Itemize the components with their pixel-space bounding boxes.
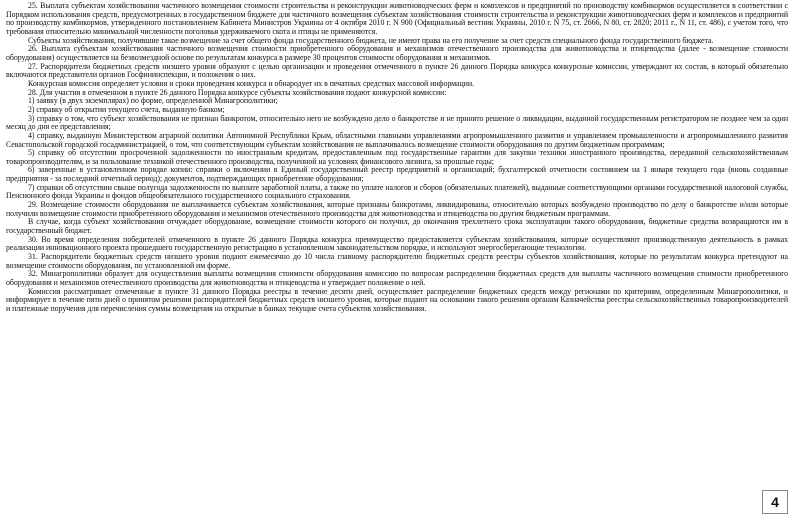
paragraph-32: 32. Минагрополитики образует для осуществления выплаты возмещения стоимости оборудования комиссию по вопросам распределения бюджетных средств для выплаты частичного возмещения стоимости приобретенного оборудования и механизмов отечественного производства для животноводства и птицеводства и утверждает положение о ней. xyxy=(6,269,788,287)
paragraph-31: 31. Распорядители бюджетных средств низшего уровня подают ежемесячно до 10 числа главному распорядителю бюджетных средств реестры субъектов хозяйствования, которые по результатам конкурса претендуют на возмещение стоимости оборудования, по установленной им форме. xyxy=(6,252,788,270)
list-item-5: 5) справку об отсутствии просроченной задолженности по иностранным кредитам, предоставленным под государственные гарантии для закупки техники иностранного производства, переданной сельскохозяйственным товаропроизводителям, и за пользование техникой отечественного производства, полученной на условиях финансового лизинга, за прошлые годы; xyxy=(6,148,788,166)
list-item-1: 1) заявку (в двух экземплярах) по форме, определенной Минагрополитики; xyxy=(28,96,278,106)
list-item-6: 6) заверенные в установленном порядке копии: справки о включении в Единый государственный реестр предприятий и организаций; бухгалтерской отчетности состоянием на 1 января текущего года (вновь созданные предприятия - за последний отчетный период); документов, подтверждающих приобретение оборудования; xyxy=(6,165,788,184)
paragraph-26: 26. Выплата субъектам хозяйствования частичного возмещения стоимости приобретенного оборудования и механизмов отечественного производства для животноводства и птицеводства (далее - возмещение стоимости оборудования) осуществляется на безвозмездной основе по результатам конкурса в размере 30 процентов стоимости оборудования и механизмов. xyxy=(6,44,788,62)
paragraph-25: 25. Выплата субъектам хозяйствования частичного возмещения стоимости строительства и реконструкции животноводческих ферм и комплексов и предприятий по производству комбикормов осуществляется в соответствии с Порядком использования средств, предусмотренных в государственном бюджете для частичного возмещения субъектам хозяйствования стоимости строительства и реконструкции животноводческих ферм и комплексов и предприятий по производству комбикормов, утвержденного постановлением Кабинета Министров Украины от 4 октября 2010 г. N 900 (Официальный вестник Украины, 2010 г. N 75, ст. 2666, N 80, ст. 2820; 2011 г., N 11, ст. 486), с учетом того, что требования относительно минимальной численности поголовья удерживаемого скота и птицы не применяются. xyxy=(6,1,788,36)
paragraph-28: 28. Для участия в отмеченном в пункте 26 данного Порядка конкурсе субъекты хозяйствования подают конкурсной комиссии: xyxy=(28,87,447,97)
paragraph-30: 30. Во время определения победителей отмеченного в пункте 26 данного Порядка конкурса преимущество предоставляется субъектам хозяйствования, которые осуществляют производственную деятельность в рамках реализации инновационного проекта прошедшего государственную регистрацию в установленном законодательством порядке, и используют энергосберегающие технологии. xyxy=(6,234,788,253)
list-item-4: 4) справку, выданную Министерством аграрной политики Автономной Республики Крым, областными главными управлениями агропромышленного развития и управлением промышленности и агропромышленного развития Севастопольской городской госадминистрацией, о том, что соответствующим субъектам хозяйствования не выплачивалось возмещение стоимости оборудования по другим бюджетным программам; xyxy=(6,130,788,149)
list-item-3: 3) справку о том, что субъект хозяйствования не признан банкротом, относительно него не возбуждено дело о банкротстве и не принято решение о ликвидации, выданной государственным регистратором не позднее чем за один месяц до дня ее представления; xyxy=(6,113,788,132)
paragraph-29-note: В случае, когда субъект хозяйствования отчуждает оборудование, возмещение стоимости которого он получил, до окончания трехлетнего срока эксплуатации такого оборудования, бюджетные средства возвращаются им в государственный бюджет. xyxy=(6,217,788,236)
list-item-2: 2) справку об открытии текущего счета, выданную банком; xyxy=(28,104,225,114)
paragraph-32-note: Комиссия рассматривает отмеченные в пункте 31 данного Порядка реестры в течение десяти дней, осуществляет распределение бюджетных средств между регионами по критериям, определенным Минагрополитики, и информирует в течение пяти дней о принятом решении распорядителей бюджетных средств низшего уровня, которые подают на основании такого решения органам Казначейства реестры сельскохозяйственных товаропроизводителей и платежные поручения для перечисления суммы возмещения на открытые в банках текущие счета субъектов хозяйствования. xyxy=(6,286,788,313)
paragraph-29: 29. Возмещение стоимости оборудования не выплачивается субъектам хозяйствования, которые признаны банкротами, ликвидированы, относительно которых возбуждено производство по делу о банкротстве и/или которые получили возмещение стоимости приобретенного оборудования и механизмов отечественного производства для животноводства и птицеводства по другим бюджетным программам. xyxy=(6,200,788,218)
paragraph-27: 27. Распорядители бюджетных средств низшего уровня образуют с целью организации и проведения отмеченного в пункте 26 данного Порядка конкурса конкурсные комиссии, утверждают их состав, в который обязательно включаются представители органов Госфининспекции, и положения о них. xyxy=(6,61,788,80)
page-number-badge: 4 xyxy=(762,490,788,514)
list-item-7: 7) справки об отсутствии свыше полугода задолженности по выплате заработной платы, а также по уплате налогов и сборов (обязательных платежей), выданные соответствующими органами государственной налоговой службы, Пенсионного фонда Украины и фондов общеобязательного государственного социального страхования. xyxy=(6,182,788,201)
paragraph-25-note: Субъекты хозяйствования, получившие такое возмещение за счет общего фонда государственного бюджета, не имеют права на его получение за счет средств специального фонда государственного бюджета. xyxy=(28,35,714,45)
document-text xyxy=(6,2,788,314)
paragraph-27-note: Конкурсная комиссия определяет условия и сроки проведения конкурса и обнародует их в печатных средствах массовой информации. xyxy=(28,78,474,88)
